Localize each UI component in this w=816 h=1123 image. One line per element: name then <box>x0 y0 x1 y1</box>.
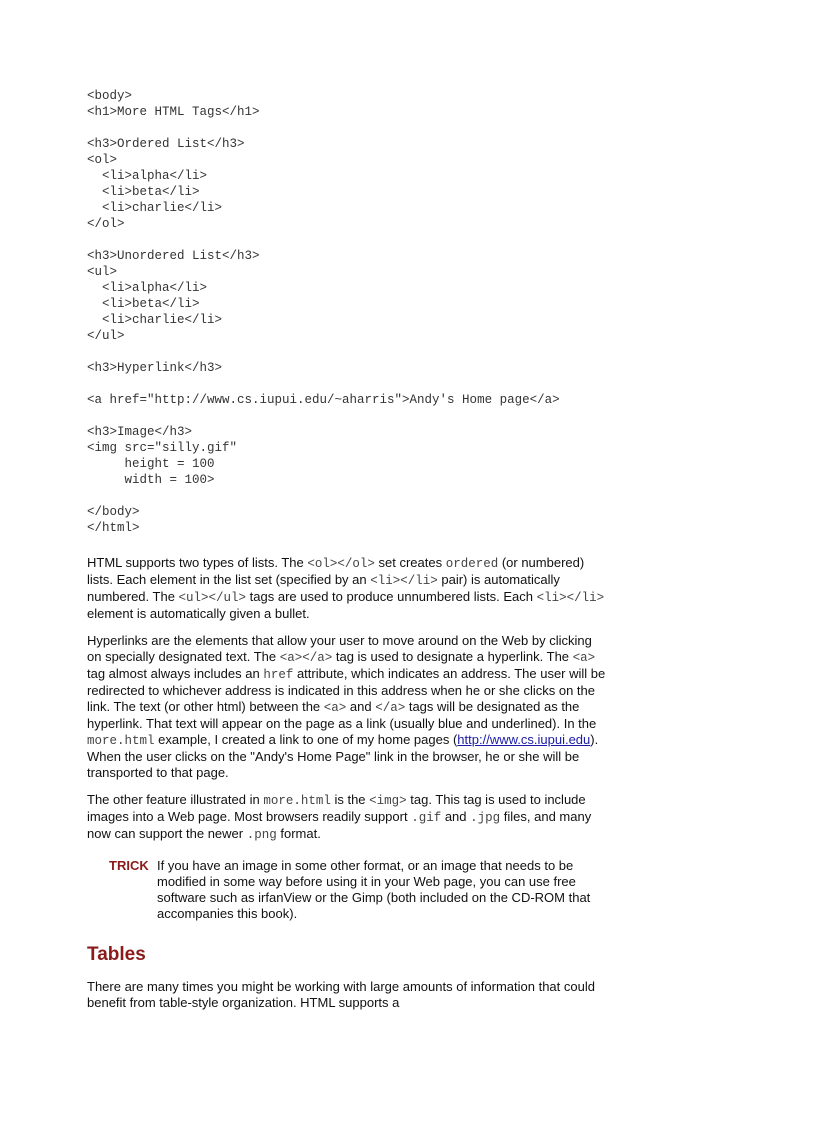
text: The other feature illustrated in <box>87 792 264 807</box>
text: ). When the user clicks on the "Andy's Home Page" link in the browser, he or she will be transported to that page. <box>87 732 599 780</box>
code-listing <box>87 88 607 536</box>
code-line: <ol> <box>87 153 118 167</box>
inline-code: .gif <box>411 811 442 825</box>
trick-callout <box>109 858 599 922</box>
code-line: </ul> <box>87 329 125 343</box>
iupui-link[interactable]: http://www.cs.iupui.edu <box>457 732 591 747</box>
text: files, and many now can support the newer <box>87 809 592 841</box>
inline-code: .jpg <box>470 811 501 825</box>
inline-code: href <box>263 668 294 682</box>
code-line: </html> <box>87 521 140 535</box>
code-line: <h1>More HTML Tags</h1> <box>87 105 260 119</box>
code-line: <ul> <box>87 265 118 279</box>
inline-code: ordered <box>445 557 499 571</box>
trick-text: If you have an image in some other format, or an image that needs to be modified in some way before using it in your Web page, you can use free software such as irfanView or the Gimp (both included on the CD-ROM that accompanies this book). <box>157 858 591 921</box>
text: and <box>346 699 376 714</box>
code-line: <li>alpha</li> <box>87 169 208 183</box>
inline-code: .png <box>246 828 277 842</box>
code-line: <li>beta</li> <box>87 297 200 311</box>
inline-code: <a> <box>323 701 347 715</box>
text: tag is used to designate a hyperlink. The <box>332 649 573 664</box>
code-line: <img src="silly.gif" <box>87 441 238 455</box>
inline-code: <li></li> <box>370 574 438 588</box>
inline-code: more.html <box>263 794 331 808</box>
text: (or numbered) lists. Each element in the list set (specified by an <box>87 555 585 587</box>
section-heading-tables: Tables <box>87 944 146 965</box>
inline-code: <img> <box>369 794 407 808</box>
text: pair) is automatically numbered. The <box>87 572 560 604</box>
inline-code: <li></li> <box>536 591 605 605</box>
inline-code: <a></a> <box>279 651 333 665</box>
text: HTML supports two types of lists. The <box>87 555 308 570</box>
text: is the <box>330 792 370 807</box>
paragraph-image-tag <box>87 792 607 843</box>
text: set creates <box>374 555 446 570</box>
document-page <box>87 88 607 1011</box>
code-line: <li>charlie</li> <box>87 201 223 215</box>
code-line: <h3>Hyperlink</h3> <box>87 361 223 375</box>
inline-code: <a> <box>572 651 596 665</box>
text: tags will be designated as the hyperlink. That text will appear on the page as a link (usually blue and underlined). In the <box>87 699 597 731</box>
trick-label: TRICK <box>109 858 149 873</box>
text: element is automatically given a bullet. <box>87 606 310 621</box>
code-line: </body> <box>87 505 140 519</box>
text: and <box>441 809 471 824</box>
code-line: </ol> <box>87 217 125 231</box>
code-line: <a href="http://www.cs.iupui.edu/~aharris">Andy's Home page</a> <box>87 393 560 407</box>
code-line: <li>alpha</li> <box>87 281 208 295</box>
text: tag almost always includes an <box>87 666 264 681</box>
inline-code: more.html <box>87 734 155 748</box>
code-line: <h3>Image</h3> <box>87 425 193 439</box>
paragraph-tables: There are many times you might be working with large amounts of information that could benefit from table-style organization. HTML supports a <box>87 979 595 1010</box>
code-line: <li>charlie</li> <box>87 313 223 327</box>
inline-code: <ol></ol> <box>307 557 375 571</box>
paragraph-lists <box>87 555 607 622</box>
inline-code: </a> <box>375 701 406 715</box>
code-line: <h3>Ordered List</h3> <box>87 137 245 151</box>
text: Hyperlinks are the elements that allow your user to move around on the Web by clicking on specially designated text. The <box>87 633 592 664</box>
paragraph-hyperlinks <box>87 633 607 781</box>
code-line: width = 100> <box>87 473 215 487</box>
text: tag. This tag is used to include images into a Web page. Most browsers readily support <box>87 792 586 824</box>
code-line: <li>beta</li> <box>87 185 200 199</box>
code-line: height = 100 <box>87 457 215 471</box>
text: example, I created a link to one of my home pages ( <box>154 732 458 747</box>
code-line: <h3>Unordered List</h3> <box>87 249 260 263</box>
text: tags are used to produce unnumbered lists. Each <box>246 589 537 604</box>
text: format. <box>276 826 321 841</box>
code-line: <body> <box>87 89 133 103</box>
text: attribute, which indicates an address. The user will be redirected to whichever address is indicated in this address when he or she clicks on the link. The text (or other html) between the <box>87 666 606 714</box>
inline-code: <ul></ul> <box>178 591 247 605</box>
